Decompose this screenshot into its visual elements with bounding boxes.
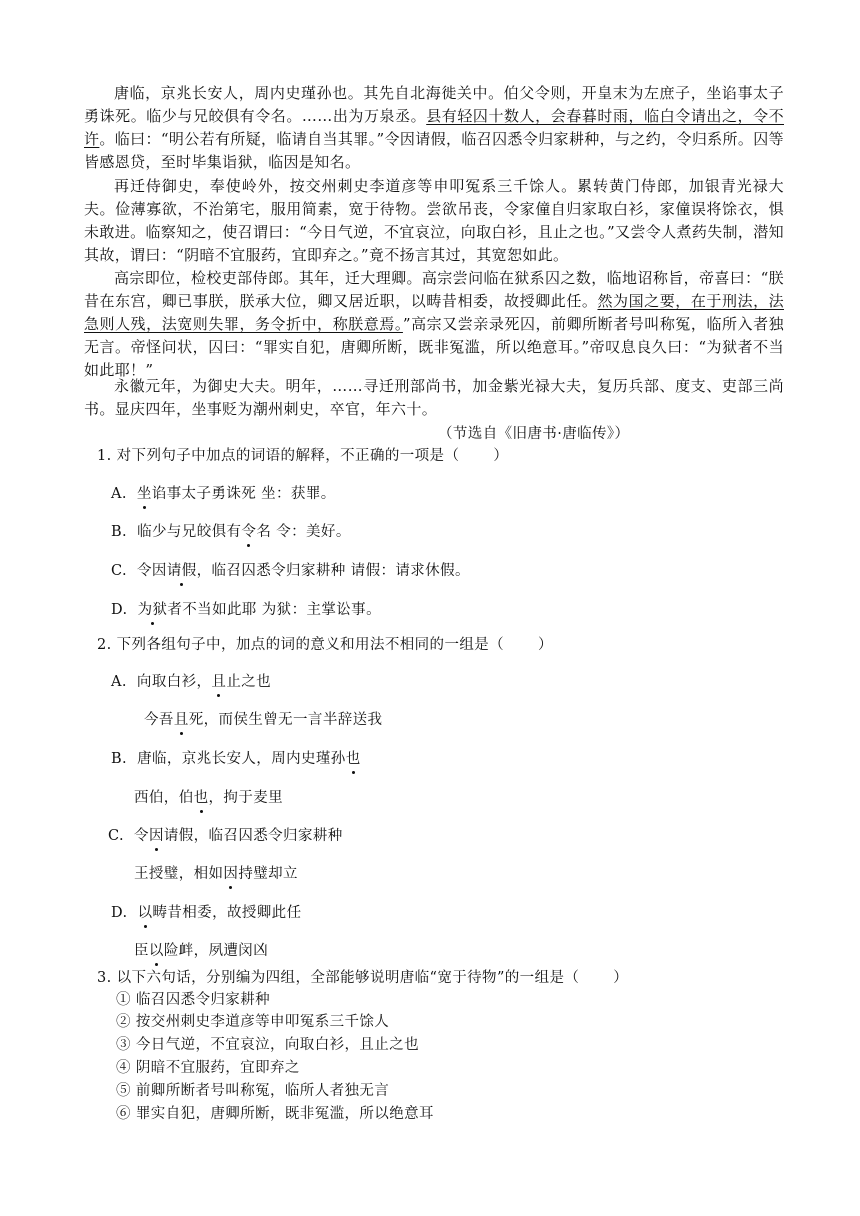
option-text: 者不当如此耶 为狱：主掌讼事。 — [167, 602, 381, 618]
option-text: 向取白衫， — [136, 674, 212, 690]
dotted-word: 为狱 — [137, 602, 168, 618]
question-2-option-b-1 — [111, 749, 361, 769]
dotted-word: 以 — [148, 943, 164, 959]
question-2-option-d-1 — [111, 903, 301, 923]
question-2-option-c-1 — [108, 826, 343, 846]
question-3-stem — [97, 968, 628, 988]
question-text: 2. 下列各组句子中，加点的词的意义和用法不相同的一组是（ — [97, 637, 505, 653]
option-text: 险衅，夙遭闵凶 — [163, 943, 269, 959]
question-3-item-2: ② 按交州刺史李道彦等申叩冤系三千馀人 — [116, 1014, 390, 1030]
question-1-option-d — [111, 600, 381, 620]
option-text: 持璧却立 — [238, 866, 298, 882]
dotted-word: 也 — [193, 790, 209, 806]
option-label: A. — [111, 674, 127, 690]
option-text: 临少与兄皎俱有 — [137, 524, 242, 540]
question-2-option-b-2 — [134, 788, 283, 808]
question-2-option-d-2 — [134, 941, 268, 961]
underlined-sentence: 县有轻囚十数人，会春暮时雨，临白令请出之，令不许 — [84, 107, 784, 148]
option-text: 名 令：美好。 — [256, 524, 351, 540]
option-text: 谄事太子勇诛死 坐：获罪。 — [151, 486, 336, 502]
option-text: 王授璧，相如 — [134, 866, 224, 882]
option-label: D. — [111, 905, 128, 921]
question-text: 1. 对下列句子中加点的词语的解释，不正确的一项是（ — [97, 448, 460, 464]
passage-text: 唐临，京兆长安人，周内史瑾孙也。其先自北海徙关中。伯父令则，开皇末为左庶子，坐谄事太子勇诛死。临少与兄皎俱有令名。……出为万泉丞。 — [84, 84, 784, 125]
option-text: 畴昔相委，故授卿此任 — [152, 905, 302, 921]
option-text: ，临召囚悉令归家耕种 请假：请求休假。 — [196, 563, 470, 579]
option-text: 止之也 — [226, 674, 272, 690]
question-2-option-a-2 — [144, 710, 382, 730]
option-label: B. — [111, 751, 128, 767]
passage-paragraph-4: 永徽元年，为御史大夫。明年，……寻迁刑部尚书，加金紫光禄大夫，复历兵部、度支、吏部三尚书。显庆四年，坐事贬为潮州刺史，卒官，年六十。 — [84, 377, 784, 418]
dotted-word: 令 — [241, 524, 257, 540]
dotted-word: 因 — [223, 866, 239, 882]
option-label: A. — [111, 486, 127, 502]
passage-paragraph-3 — [84, 267, 784, 382]
underlined-sentence: 然为国之要，在于刑法，法急则人残，法宽则失罪，务令折中，称朕意焉。 — [84, 292, 784, 333]
dotted-word: 因 — [148, 828, 164, 844]
question-2-option-c-2 — [134, 864, 298, 884]
question-text-end: ） — [493, 448, 509, 464]
passage-paragraph-2: 再迁侍御史，奉使岭外，按交州刺史李道彦等申叩冤系三千馀人。累转黄门侍郎，加银青光禄大夫。俭薄寡欲，不治第宅，服用简素，宽于待物。尝欲吊丧，令家僮自归家取白衫，家僮误将馀衣，惧未敢进。临察知之，使召谓曰：“今日气逆，不宜哀泣，向取白衫，且止之也。”又尝令人煮药失制，潜知其故，谓曰：“阴暗不宜服药，宜即弃之。”竟不扬言其过，其宽恕如此。 — [84, 177, 784, 264]
question-1-stem — [97, 446, 508, 466]
option-label: B. — [111, 524, 128, 540]
question-1-option-a — [111, 484, 336, 504]
question-2-stem — [97, 635, 553, 655]
passage-paragraph-1 — [84, 82, 784, 174]
option-text: 令因 — [137, 563, 167, 579]
question-3-item-1: ① 临召囚悉令归家耕种 — [116, 992, 271, 1008]
question-3-item-6: ⑥ 罪实自犯，唐卿所断，既非冤滥，所以绝意耳 — [116, 1106, 434, 1122]
passage-text: 高宗即位，检校吏部侍郎。其年，迁大理卿。高宗尝问临在狱系囚之数，临地诏称旨，帝喜曰：“朕昔在东宫，卿已事朕，朕承大位，卿又居近职，以畴昔相委，故授卿此任。 — [84, 269, 784, 310]
dotted-word: 也 — [345, 751, 361, 767]
option-text: 臣 — [134, 943, 149, 959]
option-text: 唐临，京兆长安人，周内史瑾孙 — [137, 751, 346, 767]
passage-text: 。临曰：“明公若有所疑，临请自当其罪。”令因请假，临召囚悉令归家耕种，与之约，令归系所。囚等皆感恩贷，至时毕集诣狱，临因是知名。 — [84, 130, 784, 171]
option-text: 死，而侯生曾无一言半辞送我 — [188, 712, 383, 728]
question-3-item-4: ④ 阴暗不宜服药，宜即弃之 — [116, 1060, 300, 1076]
question-text: 3. 以下六句话，分别编为四组，全部能够说明唐临“宽于待物”的一组是（ — [97, 970, 580, 986]
question-text-end: ） — [613, 970, 629, 986]
dotted-word: 以 — [137, 905, 153, 921]
option-text: 今吾 — [144, 712, 174, 728]
question-2-option-a-1 — [111, 672, 271, 692]
option-label: D. — [111, 602, 128, 618]
option-label: C. — [108, 828, 124, 844]
dotted-word: 且 — [211, 674, 227, 690]
passage-text: ”高宗又尝亲录死囚，前卿所断者号叫称冤，临所入者独无言。帝怪问状，囚曰：“罪实自犯，唐卿所断，既非冤滥，所以绝意耳。”帝叹息良久曰：“为狱者不当如此耶！” — [84, 315, 784, 379]
dotted-word: 请假 — [166, 563, 197, 579]
dotted-word: 坐 — [136, 486, 152, 502]
question-3-item-3: ③ 今日气逆，不宜哀泣，向取白衫，且止之也 — [116, 1037, 420, 1053]
question-text-end: ） — [538, 637, 553, 653]
option-text: 令 — [134, 828, 149, 844]
passage-source: （节选自《旧唐书·唐临传》） — [438, 426, 630, 442]
option-text: 西伯，伯 — [134, 790, 194, 806]
option-text: 请假，临召囚悉令归家耕种 — [163, 828, 343, 844]
question-1-option-b — [111, 522, 351, 542]
question-3-item-5: ⑤ 前卿所断者号叫称冤，临所人者独无言 — [116, 1083, 390, 1099]
option-text: ，拘于麦里 — [208, 790, 284, 806]
question-1-option-c — [111, 561, 470, 581]
dotted-word: 且 — [173, 712, 189, 728]
option-label: C. — [111, 563, 127, 579]
